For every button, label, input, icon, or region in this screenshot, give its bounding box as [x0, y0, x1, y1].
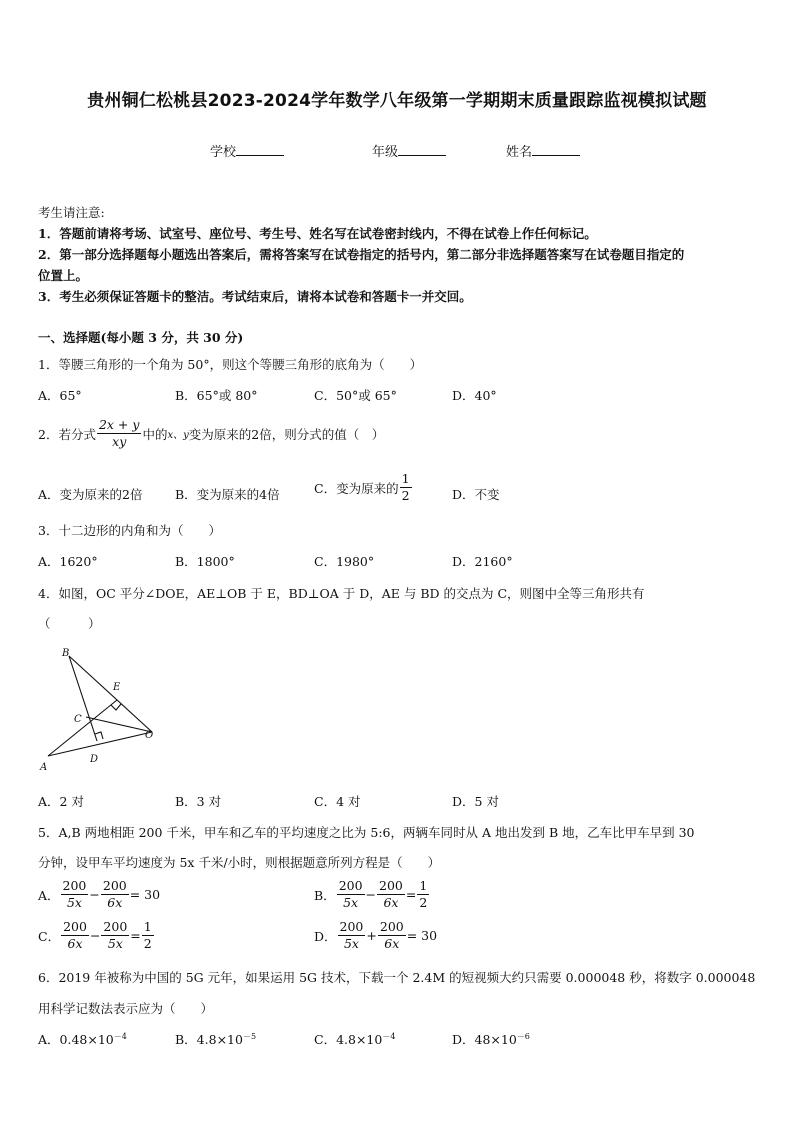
q5-d-frac2 [378, 920, 406, 952]
q5-a-d2: 6x [107, 895, 123, 911]
q6-b-exp: －5 [242, 1031, 257, 1041]
name-label: 姓名 [506, 145, 533, 160]
q5-d-n2: 200 [378, 920, 406, 936]
q4-option-c[interactable]: C．4 对 [314, 794, 361, 809]
q5-option-d[interactable] [314, 920, 437, 952]
q5-a-op: − [89, 887, 100, 903]
q6-option-d[interactable] [452, 1030, 530, 1048]
q5-d-frac1 [338, 920, 366, 952]
q2-vars: x、y [167, 430, 189, 442]
q5-c-d1: 6x [67, 936, 83, 952]
q4-option-d[interactable]: D．5 对 [452, 794, 499, 809]
notice-item-2: 2．第一部分选择题每小题选出答案后，需将答案写在试卷指定的括号内，第二部分非选择题答案写在试卷题目指定的 [38, 247, 685, 262]
q2-option-c-fraction [400, 472, 412, 504]
q5-line-1: 5．A,B 两地相距 200 千米，甲车和乙车的平均速度之比为 5:6，两辆车同时从 A 地出发到 B 地，乙车比甲车早到 30 [38, 825, 695, 840]
q6-a-exp: －4 [113, 1031, 127, 1041]
q6-d-base: D．48×10 [452, 1032, 517, 1047]
q5-a-d1: 5x [66, 895, 82, 911]
q5-d-op: + [366, 928, 377, 944]
notice-item-2-cont: 位置上。 [38, 268, 89, 283]
label-a: A [40, 762, 48, 773]
name-blank[interactable] [532, 144, 580, 156]
q5-a-n1: 200 [61, 879, 89, 895]
q5-b-label: B． [314, 887, 336, 903]
q6-a-base: A．0.48×10 [38, 1032, 114, 1047]
q1-option-b[interactable]: B．65°或 80° [175, 388, 258, 403]
q6-d-exp: －6 [516, 1031, 530, 1041]
q3-option-b[interactable]: B．1800° [175, 554, 235, 569]
q5-d-d2: 6x [384, 936, 400, 952]
q6-c-base: C．4.8×10 [314, 1032, 383, 1047]
q5-c-frac2 [101, 920, 129, 952]
q5-line-2: 分钟，设甲车平均速度为 5x 千米/小时，则根据题意所列方程是（ ） [38, 855, 441, 870]
q6-option-a[interactable] [38, 1030, 127, 1048]
q5-b-d2: 6x [383, 895, 399, 911]
q5-c-n2: 200 [101, 920, 129, 936]
q2-c-num: 1 [400, 472, 412, 488]
q5-c-frac1 [61, 920, 89, 952]
q3-option-a[interactable]: A．1620° [38, 554, 98, 569]
q2-stem [38, 418, 384, 450]
notice-item-3: 3．考生必须保证答题卡的整洁。考试结束后，请将本试卷和答题卡一并交回。 [38, 289, 472, 304]
q2-fraction-num: 2x + y [97, 418, 142, 434]
q5-c-n1: 200 [61, 920, 89, 936]
q5-c-label: C． [38, 928, 61, 944]
q2-option-a[interactable]: A．变为原来的2倍 [38, 487, 143, 502]
q2-suffix: 变为原来的2倍，则分式的值（ ） [188, 426, 385, 442]
q5-a-label: A． [38, 887, 60, 903]
line-oc [86, 717, 152, 732]
q6-b-base: B．4.8×10 [175, 1032, 243, 1047]
grade-blank[interactable] [398, 144, 446, 156]
grade-field[interactable] [372, 141, 446, 160]
q5-option-a[interactable] [38, 879, 160, 911]
q1-stem: 1．等腰三角形的一个角为 50°，则这个等腰三角形的底角为（ ） [38, 357, 423, 372]
q4-option-b[interactable]: B．3 对 [175, 794, 222, 809]
q6-option-b[interactable] [175, 1030, 256, 1048]
label-d: D [90, 754, 99, 765]
q5-d-label: D． [314, 928, 337, 944]
label-b: B [62, 648, 70, 659]
q5-c-rhs [142, 920, 154, 952]
notice-heading: 考生请注意: [38, 205, 105, 220]
q2-c-den: 2 [401, 488, 410, 504]
q5-a-n2: 200 [101, 879, 129, 895]
q2-option-c[interactable] [314, 472, 413, 504]
q5-d-d1: 5x [343, 936, 359, 952]
q1-option-d[interactable]: D．40° [452, 388, 497, 403]
q2-fraction [97, 418, 142, 450]
q5-b-rn: 1 [417, 879, 429, 895]
page-title: 贵州铜仁松桃县2023-2024学年数学八年级第一学期期末质量跟踪监视模拟试题 [87, 91, 707, 111]
q2-fraction-den: xy [112, 434, 127, 450]
name-field[interactable] [506, 141, 580, 160]
q5-a-frac2 [101, 879, 129, 911]
q5-option-b[interactable] [314, 879, 430, 911]
q5-c-eq: = [130, 928, 141, 944]
q5-a-rhs: = 30 [129, 887, 161, 903]
q5-b-frac1 [337, 879, 365, 911]
q6-option-c[interactable] [314, 1030, 395, 1048]
q2-option-c-text: C．变为原来的 [314, 480, 399, 496]
q2-prefix: 2．若分式 [38, 426, 96, 442]
school-label: 学校 [210, 145, 237, 160]
q4-stem: 4．如图，OC 平分∠DOE，AE⊥OB 于 E，BD⊥OA 于 D，AE 与 BD 的交点为 C，则图中全等三角形共有 [38, 586, 645, 601]
q3-option-c[interactable]: C．1980° [314, 554, 375, 569]
label-e: E [113, 682, 121, 693]
q1-option-a[interactable]: A．65° [38, 388, 82, 403]
q1-option-c[interactable]: C．50°或 65° [314, 388, 397, 403]
q5-d-n1: 200 [338, 920, 366, 936]
q5-b-frac2 [377, 879, 405, 911]
q5-c-rn: 1 [142, 920, 154, 936]
notice-item-1: 1．答题前请将考场、试室号、座位号、考生号、姓名写在试卷密封线内，不得在试卷上作任何标记。 [38, 226, 597, 241]
q4-geometry-figure [30, 640, 170, 780]
q5-b-d1: 5x [343, 895, 359, 911]
q5-a-frac1 [61, 879, 89, 911]
q5-d-rhs: = 30 [406, 928, 438, 944]
q5-b-rhs [417, 879, 429, 911]
q2-option-b[interactable]: B．变为原来的4倍 [175, 487, 280, 502]
q3-option-d[interactable]: D．2160° [452, 554, 513, 569]
q5-b-n2: 200 [377, 879, 405, 895]
right-angle-e [111, 704, 121, 710]
label-o: O [145, 730, 154, 741]
q2-mid: 中的 [142, 426, 168, 442]
q6-line-1: 6．2019 年被称为中国的 5G 元年，如果运用 5G 技术，下载一个 2.4M 的短视频大约只需要 0.000048 秒，将数字 0.000048 [38, 970, 756, 985]
q6-c-exp: －4 [382, 1031, 396, 1041]
q5-b-op: − [365, 887, 377, 903]
q5-option-c[interactable] [38, 920, 155, 952]
section-heading: 一、选择题(每小题 3 分，共 30 分) [38, 330, 244, 345]
school-blank[interactable] [236, 144, 284, 156]
q5-c-rd: 2 [143, 936, 152, 952]
label-c: C [74, 714, 82, 725]
q5-b-n1: 200 [337, 879, 365, 895]
q5-b-rd: 2 [419, 895, 428, 911]
q4-paren: （ ） [38, 616, 101, 631]
q5-c-d2: 5x [107, 936, 123, 952]
grade-label: 年级 [372, 145, 399, 160]
q4-option-a[interactable]: A．2 对 [38, 794, 84, 809]
q2-option-d[interactable]: D．不变 [452, 487, 500, 502]
q3-stem: 3．十二边形的内角和为（ ） [38, 523, 221, 538]
q5-b-eq: = [405, 887, 417, 903]
school-field[interactable] [210, 141, 284, 160]
q5-c-op: − [89, 928, 101, 944]
q6-line-2: 用科学记数法表示应为（ ） [38, 1001, 214, 1016]
